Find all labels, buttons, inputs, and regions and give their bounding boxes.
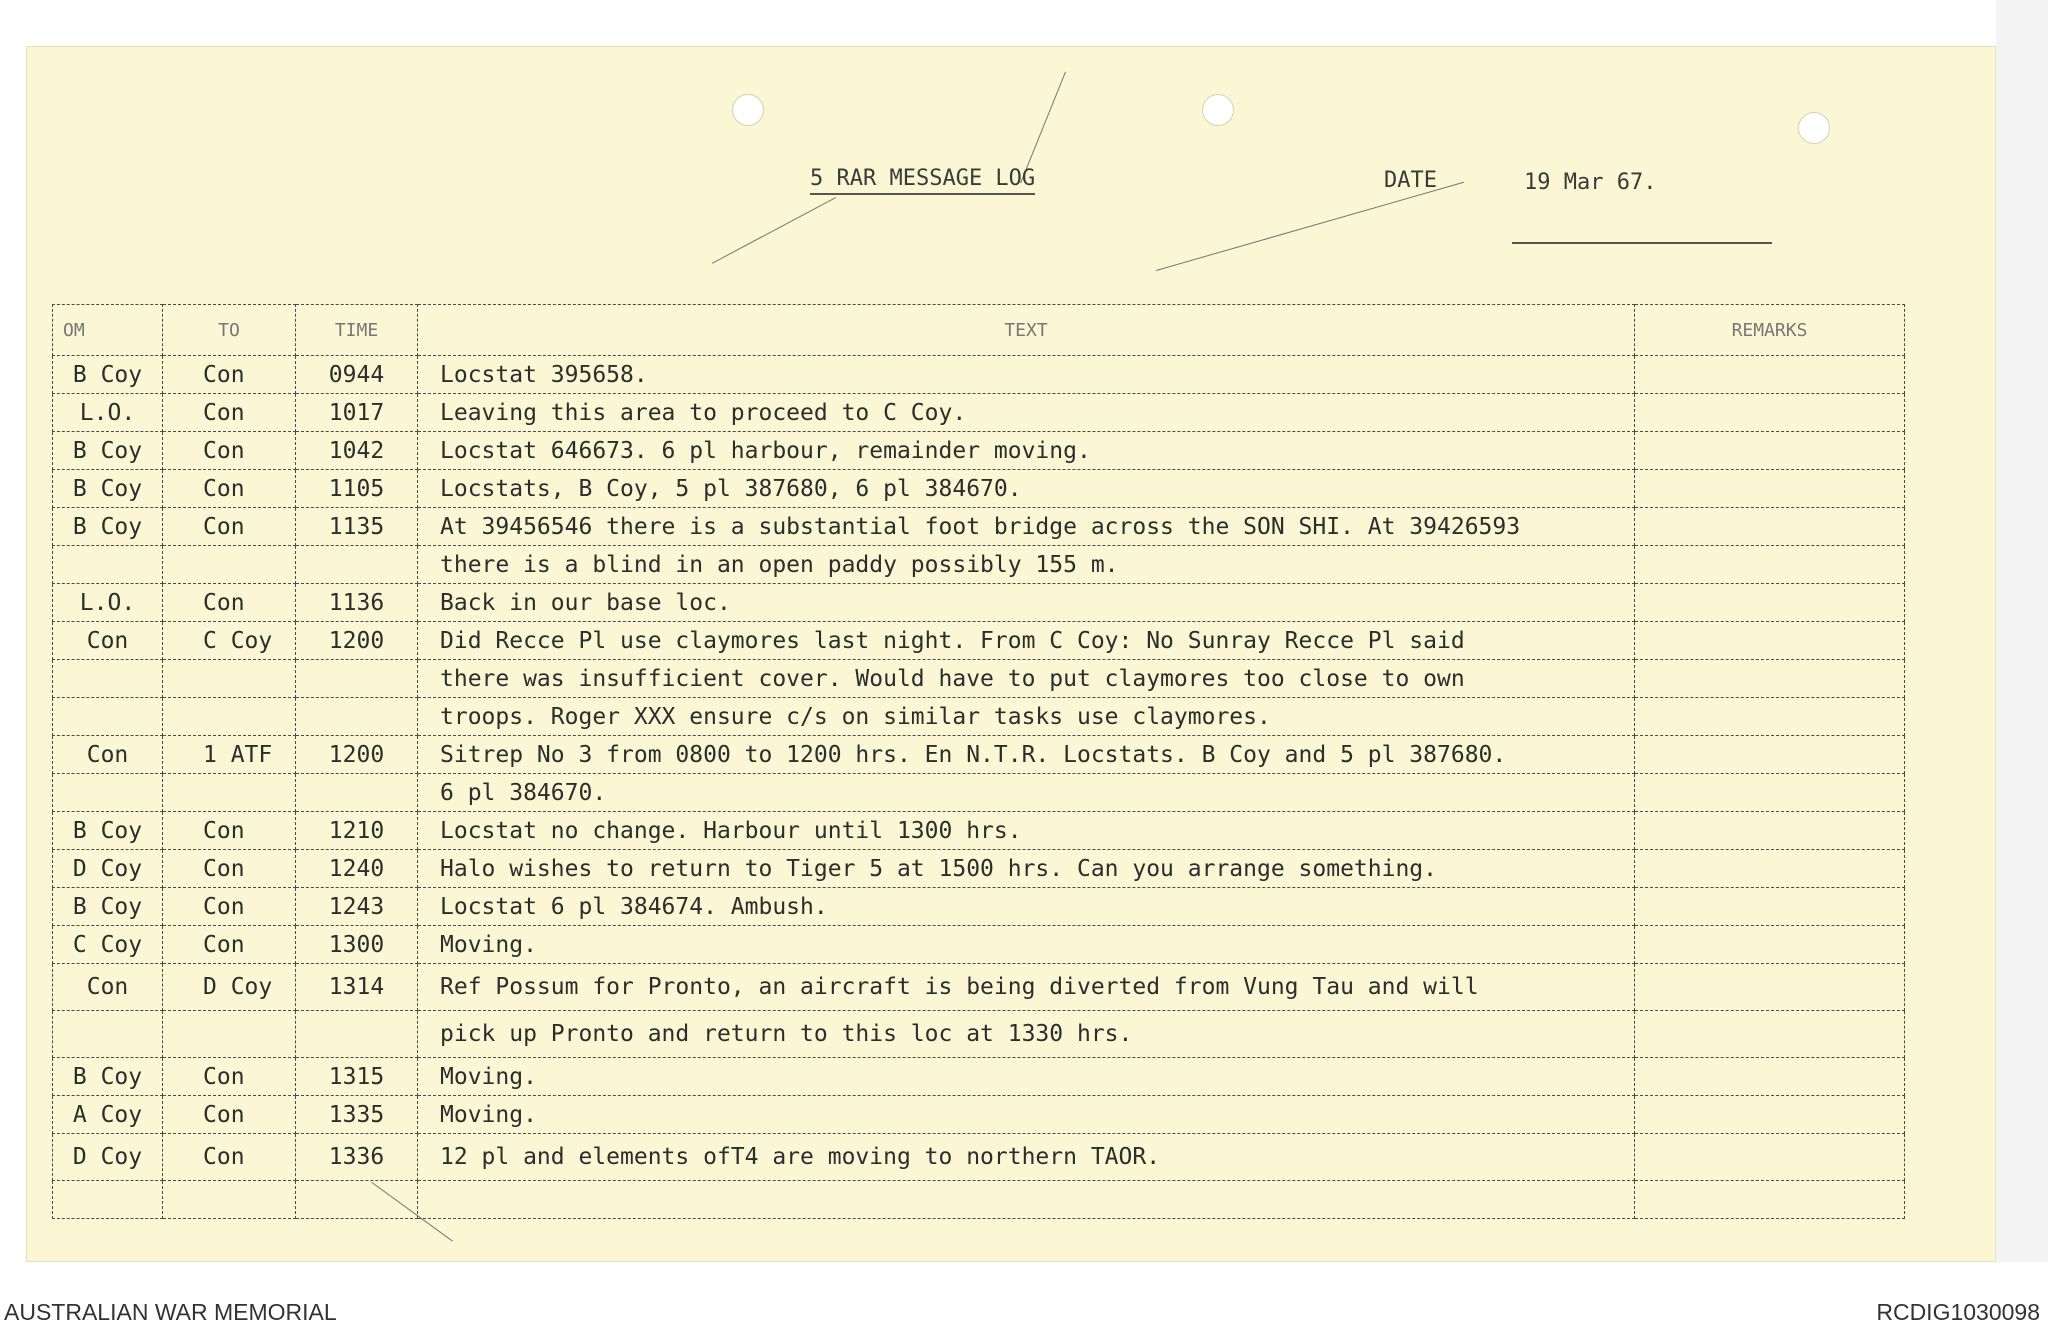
- cell-text: Locstat 646673. 6 pl harbour, remainder moving.: [418, 432, 1635, 470]
- cell-time: [296, 660, 418, 698]
- punch-hole: [1798, 112, 1830, 144]
- table-row: [53, 1011, 1905, 1058]
- cell-from: D Coy: [53, 1134, 163, 1181]
- cell-to: C Coy: [163, 622, 296, 660]
- cell-remarks: [1635, 470, 1905, 508]
- table-row: [53, 432, 1905, 470]
- cell-from: Con: [53, 964, 163, 1011]
- table-row: [53, 1134, 1905, 1181]
- cell-remarks: [1635, 736, 1905, 774]
- cell-from: L.O.: [53, 394, 163, 432]
- cell-to: Con: [163, 1134, 296, 1181]
- table-row: [53, 356, 1905, 394]
- cell-time: [296, 698, 418, 736]
- cell-text: there was insufficient cover. Would have to put claymores too close to own: [418, 660, 1635, 698]
- cell-time: 1017: [296, 394, 418, 432]
- header-row: [53, 305, 1905, 356]
- cell-remarks: [1635, 1134, 1905, 1181]
- cell-from: B Coy: [53, 1058, 163, 1096]
- cell-text: Sitrep No 3 from 0800 to 1200 hrs. En N.T.R. Locstats. B Coy and 5 pl 387680.: [418, 736, 1635, 774]
- cell-text: Did Recce Pl use claymores last night. From C Coy: No Sunray Recce Pl said: [418, 622, 1635, 660]
- table-row: [53, 1181, 1905, 1219]
- cell-text: Ref Possum for Pronto, an aircraft is being diverted from Vung Tau and will: [418, 964, 1635, 1011]
- cell-to: Con: [163, 888, 296, 926]
- pencil-mark: [1156, 182, 1464, 271]
- table-row: [53, 736, 1905, 774]
- cell-to: [163, 660, 296, 698]
- table-row: [53, 546, 1905, 584]
- table-row: [53, 584, 1905, 622]
- cell-text: pick up Pronto and return to this loc at 1330 hrs.: [418, 1011, 1635, 1058]
- table-row: [53, 508, 1905, 546]
- cell-text: Moving.: [418, 926, 1635, 964]
- table-row: [53, 470, 1905, 508]
- cell-time: 1136: [296, 584, 418, 622]
- document-page: [26, 46, 1996, 1262]
- footer-id: RCDIG1030098: [1876, 1299, 2040, 1325]
- cell-to: Con: [163, 394, 296, 432]
- cell-remarks: [1635, 508, 1905, 546]
- cell-remarks: [1635, 1058, 1905, 1096]
- scan-edge: [1996, 0, 2048, 1262]
- cell-from: [53, 660, 163, 698]
- cell-time: 1200: [296, 622, 418, 660]
- cell-time: 1315: [296, 1058, 418, 1096]
- cell-remarks: [1635, 394, 1905, 432]
- cell-from: [53, 546, 163, 584]
- cell-to: Con: [163, 432, 296, 470]
- cell-text: Leaving this area to proceed to C Coy.: [418, 394, 1635, 432]
- cell-time: 1210: [296, 812, 418, 850]
- cell-remarks: [1635, 926, 1905, 964]
- cell-time: 1105: [296, 470, 418, 508]
- cell-remarks: [1635, 584, 1905, 622]
- cell-text: Locstat no change. Harbour until 1300 hrs.: [418, 812, 1635, 850]
- table-row: [53, 812, 1905, 850]
- cell-remarks: [1635, 1181, 1905, 1219]
- cell-to: Con: [163, 584, 296, 622]
- cell-remarks: [1635, 698, 1905, 736]
- cell-to: [163, 1181, 296, 1219]
- cell-remarks: [1635, 888, 1905, 926]
- table-row: [53, 926, 1905, 964]
- cell-to: Con: [163, 926, 296, 964]
- cell-to: 1 ATF: [163, 736, 296, 774]
- cell-text: Moving.: [418, 1096, 1635, 1134]
- cell-text: Locstat 6 pl 384674. Ambush.: [418, 888, 1635, 926]
- cell-text: At 39456546 there is a substantial foot bridge across the SON SHI. At 39426593: [418, 508, 1635, 546]
- table-row: [53, 964, 1905, 1011]
- cell-time: 1240: [296, 850, 418, 888]
- message-log-table: [52, 304, 1905, 1219]
- cell-to: Con: [163, 508, 296, 546]
- cell-time: 1135: [296, 508, 418, 546]
- cell-from: B Coy: [53, 508, 163, 546]
- cell-from: B Coy: [53, 356, 163, 394]
- cell-time: 0944: [296, 356, 418, 394]
- cell-from: D Coy: [53, 850, 163, 888]
- cell-text: Locstat 395658.: [418, 356, 1635, 394]
- cell-time: 1314: [296, 964, 418, 1011]
- punch-hole: [1202, 94, 1234, 126]
- cell-text: 12 pl and elements ofT4 are moving to northern TAOR.: [418, 1134, 1635, 1181]
- page-title: 5 RAR MESSAGE LOG: [810, 166, 1035, 195]
- cell-text: Back in our base loc.: [418, 584, 1635, 622]
- cell-to: Con: [163, 1058, 296, 1096]
- cell-to: [163, 546, 296, 584]
- col-header-time: TIME: [296, 305, 418, 356]
- date-value: 19 Mar 67.: [1524, 170, 1657, 195]
- col-header-text: TEXT: [418, 305, 1635, 356]
- table-row: [53, 698, 1905, 736]
- cell-text: 6 pl 384670.: [418, 774, 1635, 812]
- cell-from: [53, 1181, 163, 1219]
- punch-hole: [732, 94, 764, 126]
- cell-from: B Coy: [53, 888, 163, 926]
- cell-to: Con: [163, 812, 296, 850]
- cell-time: 1243: [296, 888, 418, 926]
- cell-from: L.O.: [53, 584, 163, 622]
- cell-remarks: [1635, 1096, 1905, 1134]
- table-row: [53, 394, 1905, 432]
- cell-to: [163, 1011, 296, 1058]
- cell-time: 1336: [296, 1134, 418, 1181]
- cell-text: [418, 1181, 1635, 1219]
- table-row: [53, 660, 1905, 698]
- cell-time: 1200: [296, 736, 418, 774]
- table-row: [53, 1096, 1905, 1134]
- col-header-from: OM: [53, 305, 163, 356]
- cell-time: 1042: [296, 432, 418, 470]
- cell-text: Locstats, B Coy, 5 pl 387680, 6 pl 384670.: [418, 470, 1635, 508]
- cell-remarks: [1635, 774, 1905, 812]
- cell-time: [296, 546, 418, 584]
- table-row: [53, 850, 1905, 888]
- cell-to: Con: [163, 470, 296, 508]
- cell-from: [53, 1011, 163, 1058]
- date-underline: [1512, 242, 1772, 244]
- cell-to: Con: [163, 356, 296, 394]
- cell-remarks: [1635, 622, 1905, 660]
- cell-remarks: [1635, 660, 1905, 698]
- cell-remarks: [1635, 356, 1905, 394]
- cell-time: 1335: [296, 1096, 418, 1134]
- cell-remarks: [1635, 1011, 1905, 1058]
- cell-remarks: [1635, 432, 1905, 470]
- cell-to: Con: [163, 850, 296, 888]
- cell-remarks: [1635, 850, 1905, 888]
- cell-to: Con: [163, 1096, 296, 1134]
- table-row: [53, 1058, 1905, 1096]
- cell-from: Con: [53, 736, 163, 774]
- table-row: [53, 622, 1905, 660]
- cell-from: Con: [53, 622, 163, 660]
- cell-time: 1300: [296, 926, 418, 964]
- col-header-to: TO: [163, 305, 296, 356]
- cell-from: C Coy: [53, 926, 163, 964]
- cell-text: Halo wishes to return to Tiger 5 at 1500 hrs. Can you arrange something.: [418, 850, 1635, 888]
- table-row: [53, 888, 1905, 926]
- cell-time: [296, 1181, 418, 1219]
- cell-remarks: [1635, 546, 1905, 584]
- cell-text: Moving.: [418, 1058, 1635, 1096]
- cell-to: [163, 774, 296, 812]
- cell-remarks: [1635, 812, 1905, 850]
- date-label: DATE: [1384, 168, 1437, 193]
- footer-source: AUSTRALIAN WAR MEMORIAL: [4, 1299, 337, 1325]
- cell-from: B Coy: [53, 812, 163, 850]
- cell-from: [53, 774, 163, 812]
- cell-from: B Coy: [53, 432, 163, 470]
- cell-remarks: [1635, 964, 1905, 1011]
- cell-to: D Coy: [163, 964, 296, 1011]
- pencil-mark: [712, 197, 836, 264]
- col-header-remarks: REMARKS: [1635, 305, 1905, 356]
- cell-from: [53, 698, 163, 736]
- cell-from: B Coy: [53, 470, 163, 508]
- cell-to: [163, 698, 296, 736]
- cell-from: A Coy: [53, 1096, 163, 1134]
- cell-text: troops. Roger XXX ensure c/s on similar tasks use claymores.: [418, 698, 1635, 736]
- cell-text: there is a blind in an open paddy possibly 155 m.: [418, 546, 1635, 584]
- cell-time: [296, 774, 418, 812]
- table-row: [53, 774, 1905, 812]
- cell-time: [296, 1011, 418, 1058]
